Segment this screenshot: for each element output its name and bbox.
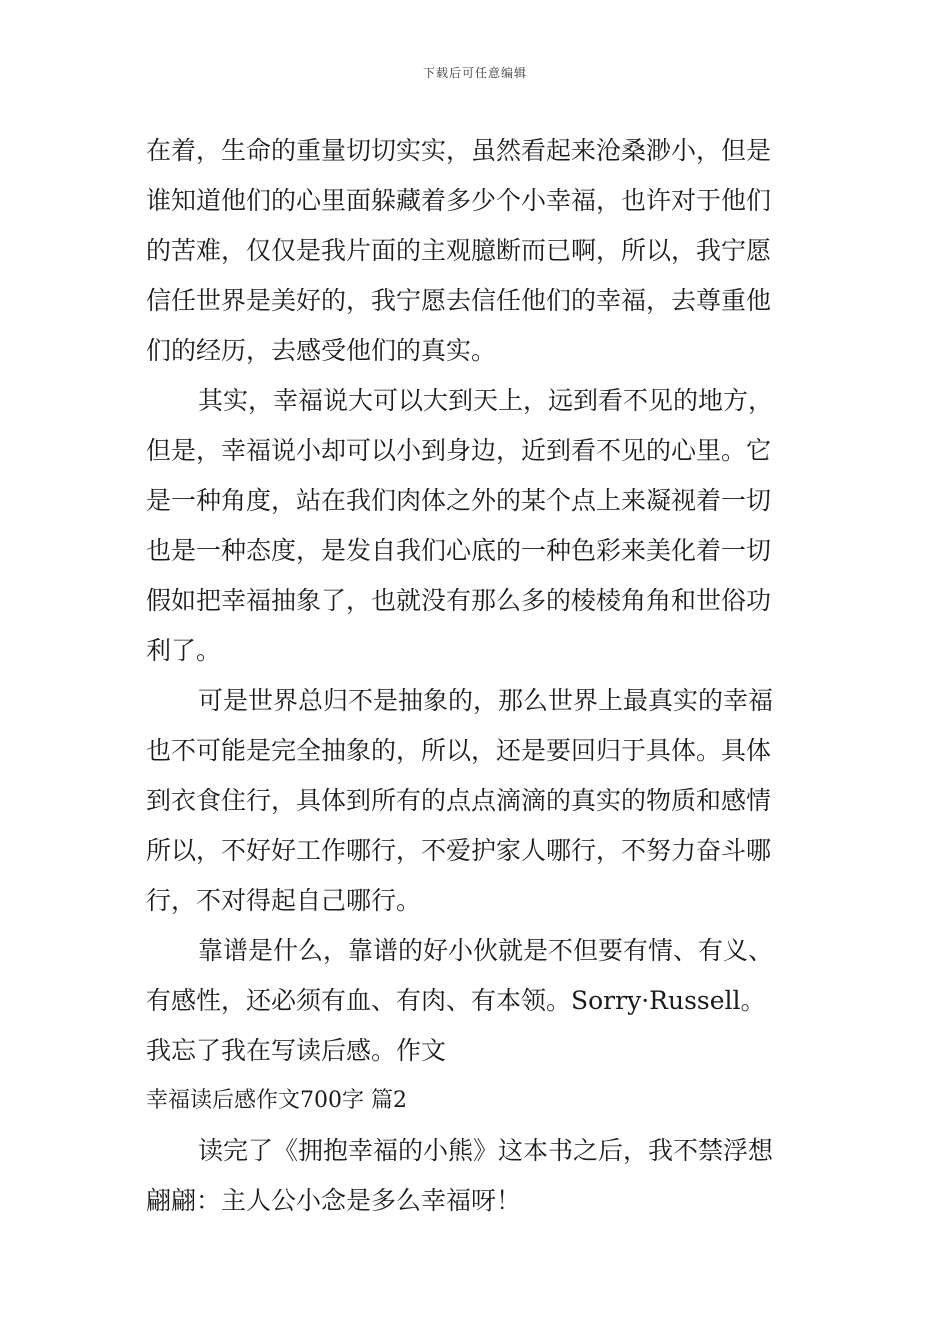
paragraph bbox=[146, 1126, 816, 1226]
text-line: 也不可能是完全抽象的，所以，还是要回归于具体。具体 bbox=[146, 736, 772, 765]
paragraph bbox=[146, 376, 816, 676]
text-line: 翩翩：主人公小念是多么幸福呀！ bbox=[146, 1186, 522, 1215]
text-line: 在着，生命的重量切切实实，虽然看起来沧桑渺小，但是 bbox=[146, 136, 772, 165]
text-line: 也是一种态度，是发自我们心底的一种色彩来美化着一切 bbox=[146, 536, 772, 565]
paragraph bbox=[146, 126, 816, 376]
paragraph bbox=[146, 676, 816, 926]
text-line: 有感性，还必须有血、有肉、有本领。Sorry·Russell。 bbox=[146, 986, 766, 1015]
text-line: 利了。 bbox=[146, 636, 222, 665]
text-line: 谁知道他们的心里面躲藏着多少个小幸福，也许对于他们 bbox=[146, 186, 772, 215]
page-header: 下载后可任意编辑 bbox=[422, 66, 527, 80]
text-line: 可是世界总归不是抽象的，那么世界上最真实的幸福 bbox=[198, 686, 774, 715]
text-line: 假如把幸福抽象了，也就没有那么多的棱棱角角和世俗功 bbox=[146, 586, 772, 615]
text-line: 其实，幸福说大可以大到天上，远到看不见的地方， bbox=[198, 386, 774, 415]
text-line: 到衣食住行，具体到所有的点点滴滴的真实的物质和感情 bbox=[146, 786, 772, 815]
paragraph bbox=[146, 926, 816, 1076]
section-title: 幸福读后感作文700字 篇2 bbox=[146, 1088, 407, 1113]
document-body bbox=[146, 126, 816, 1226]
text-line: 信任世界是美好的，我宁愿去信任他们的幸福，去尊重他 bbox=[146, 286, 772, 315]
text-line: 是一种角度，站在我们肉体之外的某个点上来凝视着一切 bbox=[146, 486, 772, 515]
text-line: 我忘了我在写读后感。作文 bbox=[146, 1036, 447, 1065]
text-line: 读完了《拥抱幸福的小熊》这本书之后，我不禁浮想 bbox=[198, 1136, 774, 1165]
text-line: 的苦难，仅仅是我片面的主观臆断而已啊，所以，我宁愿 bbox=[146, 236, 772, 265]
text-line: 靠谱是什么，靠谱的好小伙就是不但要有情、有义、 bbox=[198, 936, 774, 965]
text-line: 行，不对得起自己哪行。 bbox=[146, 886, 422, 915]
text-line: 但是，幸福说小却可以小到身边，近到看不见的心里。它 bbox=[146, 436, 772, 465]
text-line: 们的经历，去感受他们的真实。 bbox=[146, 336, 497, 365]
text-line: 所以，不好好工作哪行，不爱护家人哪行，不努力奋斗哪 bbox=[146, 836, 772, 865]
